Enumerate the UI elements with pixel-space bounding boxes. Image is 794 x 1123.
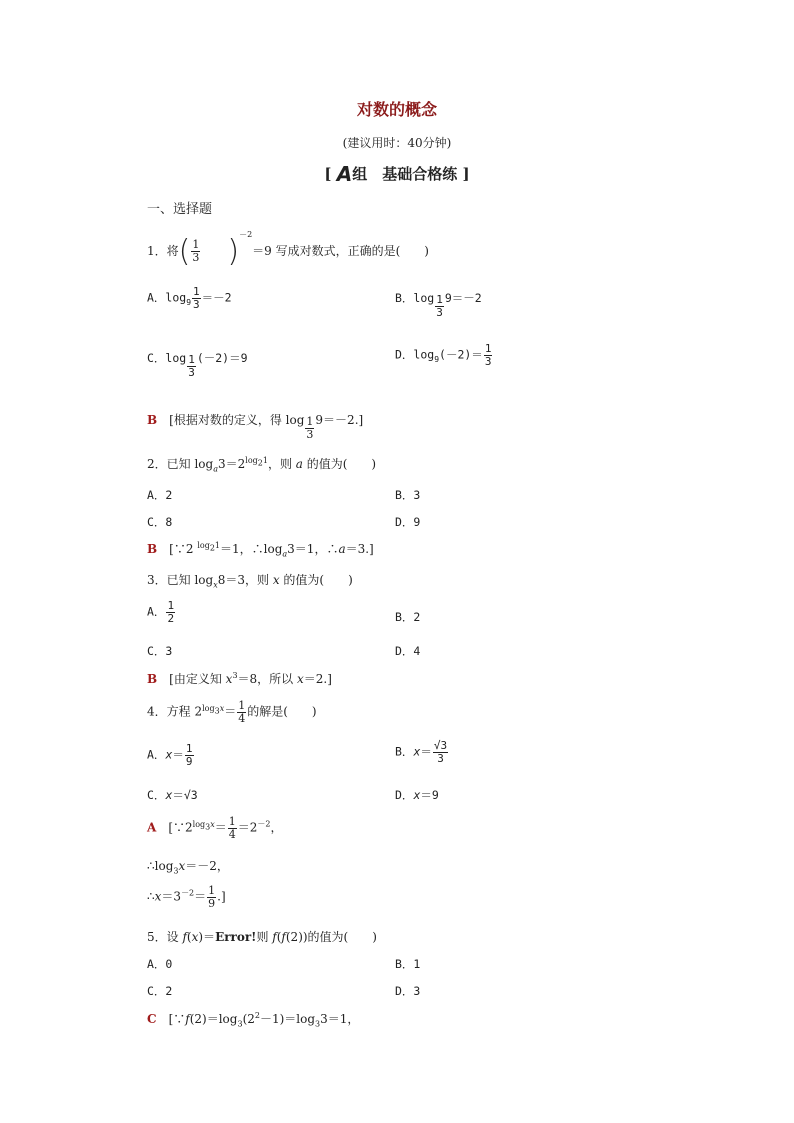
q4-stem-a: 4．方程 2 [147,704,203,719]
answer-text: [根据对数的定义，得 log [169,413,305,427]
q4-option-b [395,740,449,764]
q5-answer [147,1010,359,1028]
q5-stem-g: (2))的值为( ) [285,930,377,944]
var: x [297,672,304,686]
exp-arg: 1 [262,456,268,465]
q1-option-d [395,343,493,367]
answer-b: ＝ [214,820,227,835]
answer-c: ＝2.] [303,672,332,686]
q4-answer-line2 [147,857,229,875]
group-letter: A [336,162,353,186]
q4-stem [147,700,317,724]
frac-num: 1 [436,293,443,307]
answer-d: ＝3.] [345,542,374,556]
q3-stem-a: 3．已知 log [147,573,214,587]
func: f [185,1012,190,1026]
eq: ＝ [420,744,432,759]
frac-den: 2 [167,611,175,625]
answer-a: [∵ [168,1012,186,1026]
q2-stem-a: 2．已知 log [147,457,214,471]
exp-log: log [245,456,258,465]
fraction [166,600,175,624]
opt-label: B． [395,744,414,759]
frac-den: 3 [437,751,444,765]
opt-tail: (－2)＝9 [196,351,248,365]
fraction [305,416,314,440]
q1-frac-den: 3 [192,251,200,264]
answer-letter: C [147,1012,157,1026]
q1-exponent: －2 [239,230,253,239]
var: x [272,573,280,587]
answer-d: .] [217,889,226,904]
var: x [165,747,173,762]
q4-answer-line1 [147,816,283,840]
group-heading [0,162,794,186]
frac-num: 1 [228,815,236,828]
var: a [295,457,303,471]
answer-a: ∴ [147,889,155,904]
answer-b: ＝1，∴log [220,542,283,556]
q2-stem-b: 3＝2 [217,457,246,471]
log-base: a [213,464,218,474]
exp-base: 2 [209,543,215,553]
func: f [182,930,187,944]
fraction [433,740,448,764]
q3-option-c: C．3 [147,644,173,658]
answer-d: ， [270,820,283,835]
frac-den: 3 [484,354,492,368]
q1-answer [147,411,363,441]
q4-stem-b: ＝ [224,704,237,719]
opt-label: C．log [147,351,187,365]
eq: ＝ [172,747,184,762]
fraction [192,286,201,310]
suggested-time: (建议用时：40分钟) [342,136,452,150]
var: a [338,542,346,556]
opt-label: A． [147,747,166,762]
q2-option-d: D．9 [395,515,421,529]
eq: ＝9 [420,788,439,802]
q4-option-c [147,787,198,803]
q5-stem-a: 5．设 [147,930,183,944]
frac-den: 9 [208,896,216,910]
q2-stem-c: ，则 [267,457,296,471]
page-title: 对数的概念 [356,100,437,119]
bracket-right: ] [462,165,470,183]
q1-option-c [147,350,248,379]
answer-d: －1)＝log [259,1012,316,1026]
q2-stem-d: 的值为( ) [302,457,377,471]
section-heading: 一、选择题 [147,202,213,217]
q4-option-a [147,743,195,767]
frac-num: 1 [484,342,492,355]
q3-option-b: B．2 [395,610,421,624]
answer-letter: B [147,413,158,427]
answer-letter: B [147,672,158,686]
frac-num: 1 [188,353,195,367]
frac-den: 3 [436,306,443,319]
frac-den: 3 [188,366,195,379]
q1-frac-num: 1 [192,238,200,252]
frac-num: 1 [193,285,200,298]
log-base: 9 [434,354,440,364]
frac-num: √3 [433,739,448,752]
q5-option-d: D．3 [395,984,421,998]
log-base: x [213,580,218,590]
q2-option-c: C．8 [147,515,173,529]
frac-num: 1 [306,415,314,429]
group-label: 组 基础合格练 [352,165,458,183]
q2-option-a: A．2 [147,488,173,502]
log-base: 3 [173,866,179,876]
q5-option-c: C．2 [147,984,173,998]
exp-log: log [202,703,215,713]
answer-e: 3＝1， [320,1012,360,1026]
opt-mid: (－2)＝ [439,347,483,362]
q5-stem-c: )＝ [198,930,216,944]
q4-answer-line3 [147,885,226,909]
opt-label: A． [147,604,166,619]
q4-stem-c: 的解是( ) [247,704,317,719]
eq: ＝√3 [172,788,198,802]
q1-option-b [395,290,482,319]
var: x [165,788,173,802]
q1-number: 1．将 [147,244,179,258]
var: x [191,930,199,944]
exponent: 3 [232,671,238,680]
exp-log: log [197,541,210,550]
frac-num: 1 [167,599,175,612]
q5-stem [147,928,377,945]
exp-base: 3 [205,822,211,832]
fraction [187,354,196,378]
fraction [435,294,444,318]
q2-option-b: B．3 [395,488,421,502]
exp-arg: 1 [214,541,220,550]
opt-label: B．log [395,291,435,305]
q3-stem [147,571,353,589]
answer-b: (2)＝log [189,1012,238,1026]
answer-c: 3＝1，∴ [287,542,339,556]
q1-stem-tail: ＝9 写成对数式，正确的是( ) [252,244,429,258]
q5-option-a: A．0 [147,957,173,971]
fraction [207,885,216,909]
q5-stem-e: ( [276,930,282,944]
opt-label: D． [395,788,414,802]
frac-num: 1 [238,699,246,712]
opt-label: D．log [395,347,435,362]
frac-den: 9 [185,754,193,768]
bracket-left: [ [324,165,332,183]
q5-stem-b: ( [186,930,192,944]
q5-option-b: B．1 [395,957,421,971]
q3-option-a [147,600,176,624]
q5-stem-d: 则 [256,930,273,944]
q1-fraction [191,239,200,263]
frac-num: 1 [185,742,193,755]
q3-stem-b: 8＝3，则 [217,573,273,587]
answer-a: [∵2 [168,820,193,835]
exp-var: x [219,703,225,713]
opt-label: C． [147,788,166,802]
var: x [413,788,421,802]
fraction [484,343,493,367]
exponent: 2 [254,1011,260,1020]
q2-stem [147,455,376,473]
func: f [272,930,277,944]
q3-stem-c: 的值为( ) [279,573,353,587]
var: x [413,744,421,759]
exponent: －2 [181,888,195,898]
exp-base: 2 [257,458,263,468]
var: x [225,672,233,686]
log-base: 9 [186,297,192,307]
frac-den: 4 [228,827,236,841]
paren-open: ( [178,234,191,269]
answer-a: [∵2 [169,542,198,556]
paren-close: ) [227,234,240,269]
opt-tail: ＝－2 [201,290,232,305]
q1-stem [147,229,429,269]
q3-answer [147,670,332,687]
var: x [154,889,162,904]
error-text: Error! [215,930,257,944]
exp-var: x [210,819,215,829]
fraction [228,816,237,840]
exp-log: log [192,819,206,829]
frac-den: 3 [193,297,200,311]
log-base: a [282,549,288,559]
exp-base: 3 [214,706,220,716]
log-base: 3 [315,1019,321,1029]
opt-tail: 9＝－2 [444,291,482,305]
answer-c: ＝ [194,889,207,904]
answer-letter: A [147,820,157,835]
answer-tail: 9＝－2.] [315,413,364,427]
q1-option-a [147,286,232,310]
exponent: －2 [257,819,271,829]
frac-den: 3 [306,428,314,441]
answer-a: [由定义知 [169,672,226,686]
answer-b: ＝－2， [185,859,229,873]
func: f [281,930,286,944]
answer-c: (2 [242,1012,255,1026]
var: x [178,859,186,873]
answer-letter: B [147,542,158,556]
opt-label: A．log [147,290,187,305]
frac-num: 1 [208,884,216,897]
q4-option-d [395,787,439,803]
q3-option-d: D．4 [395,644,421,658]
log-base: 3 [237,1019,243,1029]
frac-den: 4 [238,711,246,725]
answer-a: ∴log [147,859,174,873]
answer-b: ＝3 [161,889,182,904]
fraction [185,743,194,767]
answer-b: ＝8，所以 [237,672,297,686]
fraction [237,700,246,724]
answer-c: ＝2 [237,820,258,835]
q2-answer [147,540,374,558]
